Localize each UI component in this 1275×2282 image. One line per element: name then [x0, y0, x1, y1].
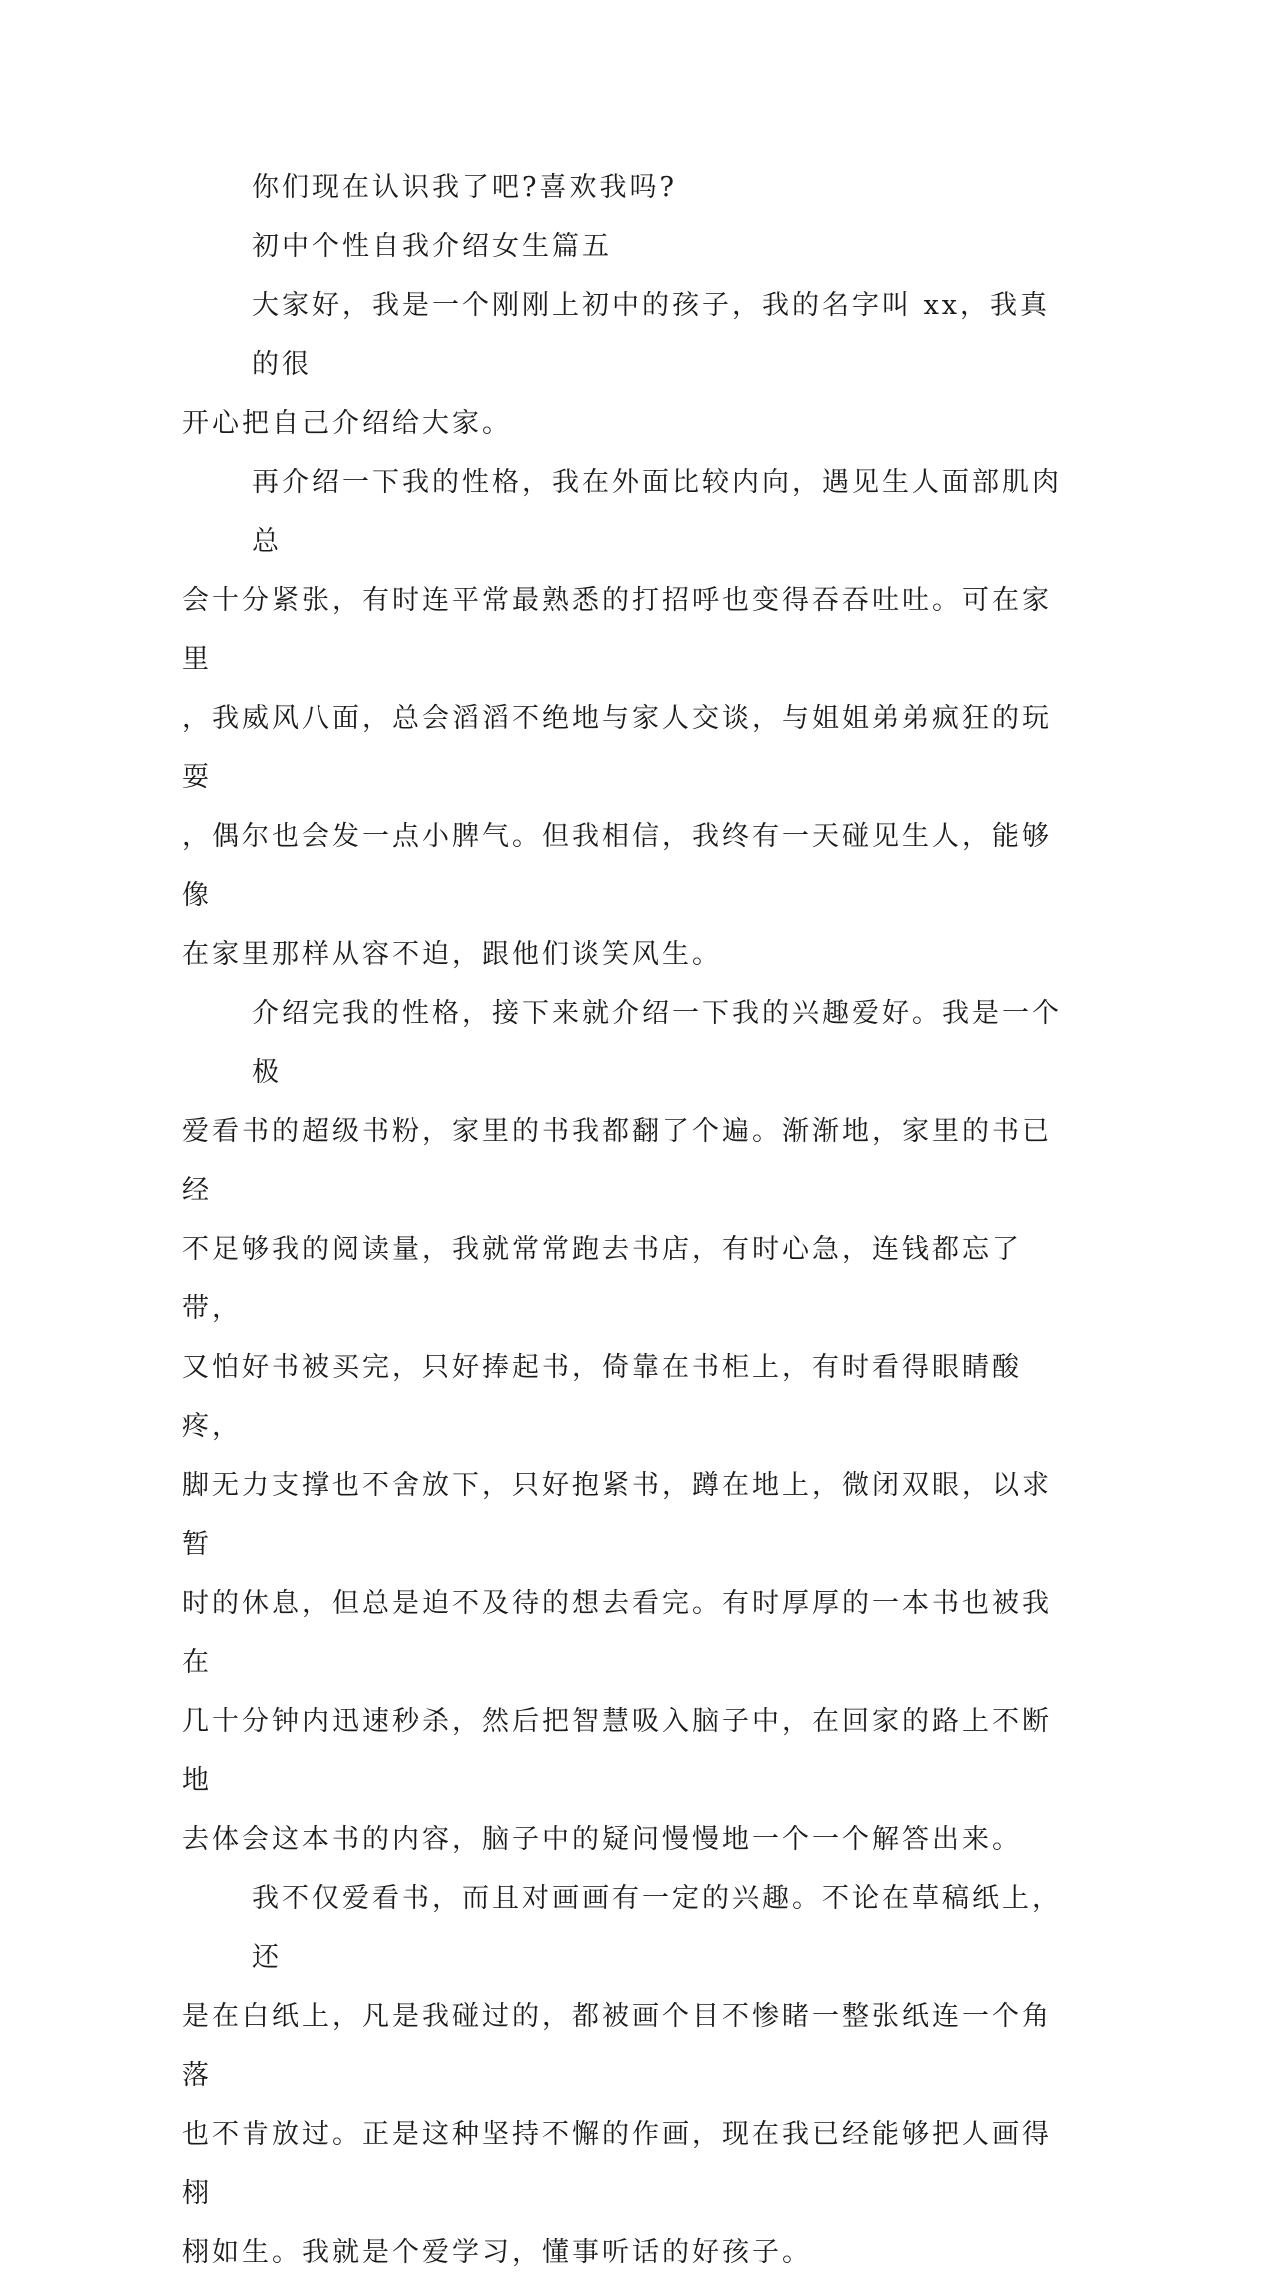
text-line: 你们现在认识我了吧?喜欢我吗? — [252, 172, 677, 203]
text-line: 又怕好书被买完，只好捧起书，倚靠在书柜上，有时看得眼睛酸疼， — [182, 1352, 1022, 1442]
text-line: 栩如生。我就是个爱学习，懂事听话的好孩子。 — [182, 2237, 812, 2268]
text-line: 初中个性自我介绍女生篇五 — [252, 231, 612, 262]
text-line: 是在白纸上，凡是我碰过的，都被画个目不惨睹一整张纸连一个角落 — [182, 2001, 1052, 2091]
text-line: ，我威风八面，总会滔滔不绝地与家人交谈，与姐姐弟弟疯狂的玩耍 — [182, 703, 1052, 793]
document-body — [182, 158, 1062, 2282]
text-line: ，偶尔也会发一点小脾气。但我相信，我终有一天碰见生人，能够像 — [182, 821, 1052, 911]
text-line: 会十分紧张，有时连平常最熟悉的打招呼也变得吞吞吐吐。可在家里 — [182, 585, 1052, 675]
text-line: 大家好，我是一个刚刚上初中的孩子，我的名字叫 xx，我真的很 — [252, 290, 1051, 380]
text-line: 爱看书的超级书粉，家里的书我都翻了个遍。渐渐地，家里的书已经 — [182, 1116, 1052, 1206]
paragraph-greeting — [182, 276, 1062, 453]
text-line: 脚无力支撑也不舍放下，只好抱紧书，蹲在地上，微闭双眼，以求暂 — [182, 1470, 1052, 1560]
paragraph-reading-hobby — [182, 984, 1062, 1869]
text-line: 不足够我的阅读量，我就常常跑去书店，有时心急，连钱都忘了带， — [182, 1234, 1022, 1324]
paragraph-personality — [182, 453, 1062, 984]
text-line: 我不仅爱看书，而且对画画有一定的兴趣。不论在草稿纸上，还 — [252, 1883, 1062, 1973]
text-line: 几十分钟内迅速秒杀，然后把智慧吸入脑子中，在回家的路上不断地 — [182, 1706, 1052, 1796]
text-line: 在家里那样从容不迫，跟他们谈笑风生。 — [182, 939, 722, 970]
section-title — [182, 217, 1062, 276]
text-line: 也不肯放过。正是这种坚持不懈的作画，现在我已经能够把人画得栩 — [182, 2119, 1052, 2209]
text-line: 去体会这本书的内容，脑子中的疑问慢慢地一个一个解答出来。 — [182, 1824, 1022, 1855]
paragraph-drawing-hobby — [182, 1869, 1062, 2282]
text-line: 开心把自己介绍给大家。 — [182, 408, 512, 439]
text-line: 时的休息，但总是迫不及待的想去看完。有时厚厚的一本书也被我在 — [182, 1588, 1052, 1678]
text-line: 介绍完我的性格，接下来就介绍一下我的兴趣爱好。我是一个极 — [252, 998, 1062, 1088]
paragraph-closing-question — [182, 158, 1062, 217]
text-line: 再介绍一下我的性格，我在外面比较内向，遇见生人面部肌肉总 — [252, 467, 1062, 557]
